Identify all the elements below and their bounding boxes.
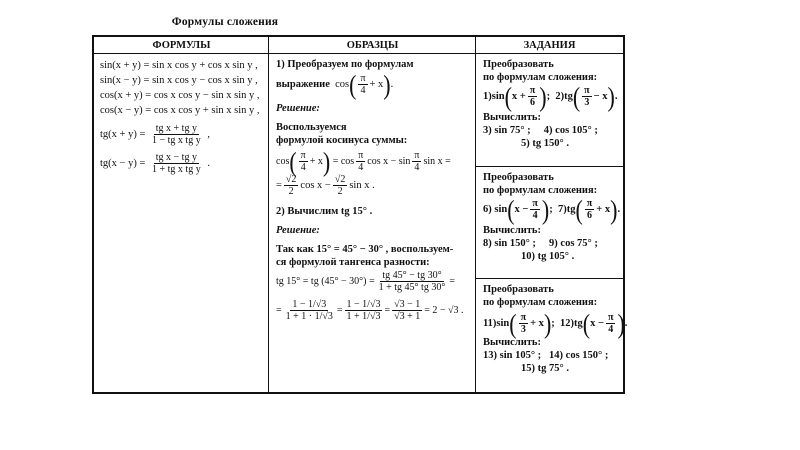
formula-sin-diff: sin(x − y) = sin x cos y − cos x sin y , (100, 75, 258, 86)
example-1-expression: выражение cos( $\frac{\pi}{4}$ + x). (276, 68, 394, 100)
task-compute-row: 5) tg 150° . (521, 138, 569, 149)
task-heading: по формулам сложения: (483, 72, 598, 83)
example-1-solution-text: формулой косинуса суммы: (276, 135, 408, 146)
task-block-2 (483, 171, 621, 263)
task-compute-row: 10) tg 105° . (521, 251, 575, 262)
header-examples: ОБРАЗЦЫ (269, 37, 476, 54)
task-compute-label: Вычислить: (483, 337, 541, 348)
formula-tg-sum: tg(x + y) = $\frac{\text{tg x + tg y}}{\text{1 − tg x tg y}}$ , (100, 123, 210, 146)
fraction: $\frac{\text{tg x − tg y}}{\text{1 + tg x tg y}}$ (152, 152, 201, 175)
solution-label: Решение: (276, 225, 320, 236)
example-1-result: = $\frac{√2}{2}$ cos x − $\frac{√2}{2}$ sin x . (276, 174, 375, 197)
example-2-solution-text: Так как 15° = 45° − 30° , воспользуем- (276, 244, 454, 255)
task-heading: по формулам сложения: (483, 297, 598, 308)
task-compute-label: Вычислить: (483, 112, 541, 123)
example-1-equation: cos( $\frac{\pi}{4}$ + x) = cos $\frac{\pi}{4}$ cos x − sin $\frac{\pi}{4}$ sin x = (276, 145, 451, 177)
task-compute-row: 15) tg 75° . (521, 363, 569, 374)
page-title: Формулы сложения (171, 16, 279, 28)
column-divider (268, 37, 269, 392)
formulas-table (92, 35, 628, 394)
fraction: $\frac{\text{tg x + tg y}}{\text{1 − tg x tg y}}$ (152, 123, 201, 146)
task-heading: Преобразовать (483, 284, 554, 295)
example-2-result: = $\frac{1 - 1/√3}{1 + 1 \cdot 1/√3}$ = $\frac{1 - 1/√3}{1 + 1/√3}$ = $\frac{√3 - 1}{√3 + 1}$ = 2 − √3 . (276, 299, 464, 322)
task-block-1 (483, 58, 621, 150)
example-1-solution-text: Воспользуемся (276, 122, 347, 133)
header-formulas: ФОРМУЛЫ (94, 37, 269, 54)
example-2-solution-text: ся формулой тангенса разности: (276, 257, 430, 268)
task-compute-row: 13) sin 105° ; 14) cos 150° ; (483, 350, 609, 361)
task-heading: Преобразовать (483, 59, 554, 70)
formula-sin-sum: sin(x + y) = sin x cos y + cos x sin y , (100, 60, 258, 71)
example-2-equation: tg 15° = tg (45° − 30°) = $\frac{tg 45^\circ - tg 30^\circ}{1 + tg 45^\circ tg 30^\circ}$ = (276, 270, 455, 293)
task-block-3 (483, 283, 628, 375)
task-transform-items: 6) sin(x − $\frac{\pi}{4}$ ); 7)tg( $\frac{\pi}{6}$ + x). (483, 193, 621, 225)
formula-cos-sum: cos(x + y) = cos x cos y − sin x sin y , (100, 90, 260, 101)
example-1-statement: 1) Преобразуем по формулам (276, 59, 414, 70)
example-2-statement: 2) Вычислим tg 15° . (276, 206, 373, 217)
column-divider (475, 37, 476, 392)
header-tasks: ЗАДАНИЯ (476, 37, 623, 54)
task-transform-items: 11)sin( $\frac{\pi}{3}$ + x); 12)tg(x − $\frac{\pi}{4}$ ). (483, 307, 628, 339)
formula-cos-diff: cos(x − y) = cos x cos y + sin x sin y , (100, 105, 260, 116)
formula-tg-diff: tg(x − y) = $\frac{\text{tg x − tg y}}{\text{1 + tg x tg y}}$ . (100, 152, 210, 175)
row-divider (475, 278, 623, 279)
task-transform-items: 1)sin(x + $\frac{\pi}{6}$ ); 2)tg( $\frac{\pi}{3}$ − x). (483, 80, 618, 112)
task-compute-row: 8) sin 150° ; 9) cos 75° ; (483, 238, 598, 249)
task-compute-row: 3) sin 75° ; 4) cos 105° ; (483, 125, 598, 136)
task-compute-label: Вычислить: (483, 225, 541, 236)
row-divider (475, 166, 623, 167)
examples-column (276, 58, 472, 322)
task-heading: Преобразовать (483, 172, 554, 183)
task-heading: по формулам сложения: (483, 185, 598, 196)
solution-label: Решение: (276, 103, 320, 114)
formulas-column (100, 59, 268, 175)
